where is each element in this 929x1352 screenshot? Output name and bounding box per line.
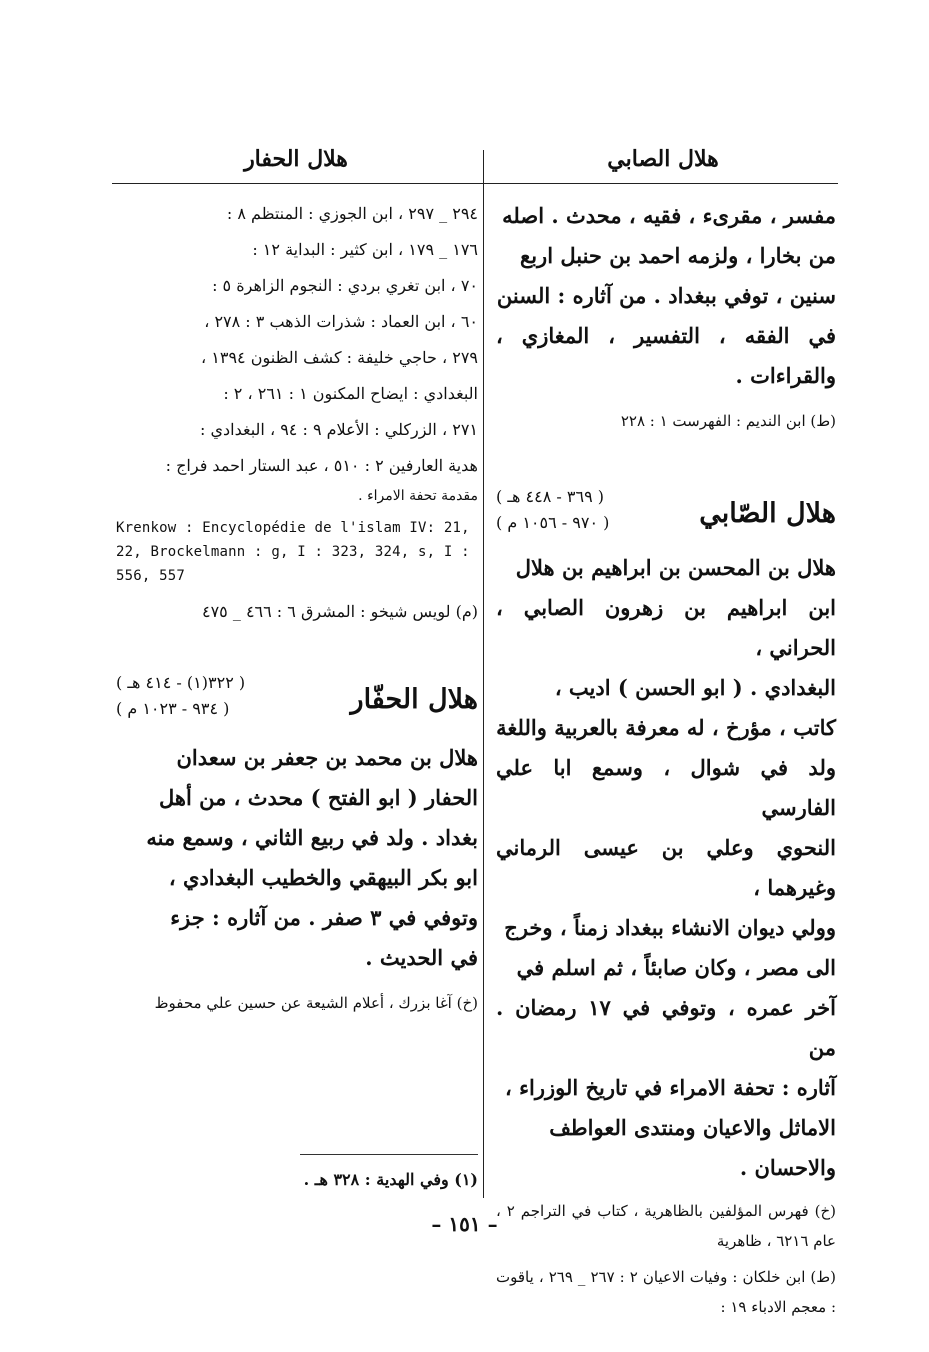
footnote: (١) وفي الهدية : ٣٢٨ هـ .: [303, 1170, 478, 1189]
text-line: وتوفي في ٣ صفر . من آثاره : جزء: [170, 905, 478, 930]
entry-dates: [116, 670, 245, 722]
text-line: الى مصر ، وكان صابئاً ، ثم اسلم في: [516, 955, 836, 980]
text-line: الاماثل والاعيان ومنتدى العواطف: [549, 1115, 836, 1140]
reference-line: ١٧٦ _ ١٧٩ ، ابن كثير : البداية ١٢ :: [252, 240, 478, 259]
right-column: [496, 196, 836, 1322]
reference-line: مقدمة تحفة الامراء .: [358, 488, 478, 504]
text-line: سنين ، توفي ببغداد . من آثاره : السنن: [496, 283, 836, 308]
entry-heading: [116, 670, 478, 734]
text-line: الحفار ( ابو الفتح ) محدث ، من أهل: [158, 785, 478, 810]
dates-gregorian: ( ٩٧٠ - ١٠٥٦ م ): [496, 513, 610, 532]
text-line: في الفقه ، التفسير ، المغازي ، والقراءات .: [496, 323, 836, 388]
reference-line: ٦٠ ، ابن العماد : شذرات الذهب ٣ : ٢٧٨ ،: [204, 312, 478, 331]
footnote-rule: [300, 1154, 478, 1155]
reference-line: ٢٧١ ، الزركلي : الأعلام ٩ : ٩٤ ، البغدادي :: [200, 420, 478, 439]
dates-gregorian: ( ٩٣٤ - ١٠٢٣ م ): [116, 699, 230, 718]
latin-reference: Krenkow : Encyclopédie de l'islam IV: 21, 22, Brockelmann : g, I : 323, 324, s, I : 556, 557: [116, 520, 470, 584]
text-line: والاحسان .: [739, 1155, 836, 1180]
text-line: النحوي وعلي بن عيسى الرماني وغيرهما ،: [496, 835, 836, 900]
reference-line: هدية العارفين ٢ : ٥١٠ ، عبد الستار احمد فراج :: [165, 456, 478, 475]
reference-line: ٧٠ ، ابن تغري بردي : النجوم الزاهرة ٥ :: [212, 276, 478, 295]
reference-line: (خ) آغا بزرك ، أعلام الشيعة عن حسين علي محفوظ: [154, 994, 478, 1012]
text-line: كاتب ، مؤرخ ، له معرفة بالعربية واللغة: [496, 715, 836, 740]
text-line: ابو بكر البيهقي والخطيب البغدادي ،: [168, 865, 478, 890]
text-line: ولد في شوال ، وسمع ابا علي الفارسي: [496, 755, 836, 820]
text-line: بغداد . ولد في ربيع الثاني ، وسمع منه: [146, 825, 478, 850]
reference-line: (خ) فهرس المؤلفين بالظاهرية ، كتاب في التراجم ٢ ، عام ٦٢١٦ ، ظاهرية: [496, 1202, 837, 1250]
reference-line: البغدادي : ايضاح المكنون ١ : ٢٦١ ، ٢ :: [223, 384, 478, 403]
text-line: آخر عمره ، وتوفي في ١٧ رمضان . من: [496, 995, 836, 1060]
dates-hijri: ( ٣٦٩ - ٤٤٨ هـ ): [496, 487, 605, 506]
running-header-right: هلال الصابي: [607, 146, 719, 172]
reference-line: ٢٩٤ _ ٢٩٧ ، ابن الجوزي : المنتظم ٨ :: [226, 204, 478, 223]
text-line: هلال بن المحسن بن ابراهيم بن هلال: [515, 555, 836, 580]
entry-title: هلال الصّابي: [699, 498, 836, 529]
text-line: ابن ابراهيم بن زهرون الصابي ، الحراني ،: [496, 595, 836, 660]
column-divider: [483, 150, 484, 1198]
dates-hijri: ( ٣٢٢(١) - ٤١٤ هـ ): [116, 673, 246, 692]
reference-line: (م) لويس شيخو : المشرق ٦ : ٤٦٦ _ ٤٧٥: [201, 602, 478, 621]
reference-line: ٢٧٩ ، حاجي خليفة : كشف الظنون ١٣٩٤ ،: [201, 348, 478, 367]
entry-dates: [496, 484, 609, 536]
entry-heading: [496, 484, 836, 548]
reference-line: (ط) ابن خلكان : وفيات الاعيان ٢ : ٢٦٧ _ ٢٦٩ ، ياقوت : معجم الادباء ١٩ :: [496, 1268, 836, 1316]
running-header-left: هلال الحفار: [244, 146, 348, 172]
text-line: هلال بن محمد بن جعفر بن سعدان: [176, 745, 478, 770]
text-line: مفسر ، مقرىء ، فقيه ، محدث . اصله: [502, 203, 836, 228]
left-column: [116, 196, 478, 1018]
entry-title: هلال الحفّار: [350, 684, 478, 715]
header-rule: [112, 183, 838, 184]
text-line: آثاره : تحفة الامراء في تاريخ الوزراء ،: [505, 1075, 836, 1100]
text-line: من بخارا ، ولزمه احمد بن حنبل اربع: [520, 243, 836, 268]
text-line: البغدادي . ( ابو الحسن ) اديب ،: [554, 675, 836, 700]
text-line: في الحديث .: [365, 945, 478, 970]
reference-line: (ط) ابن النديم : الفهرست ١ : ٢٢٨: [620, 412, 836, 430]
page-number: – ١٥١ –: [431, 1212, 498, 1236]
text-line: وولي ديوان الانشاء ببغداد زمناً ، وخرج: [504, 915, 836, 940]
